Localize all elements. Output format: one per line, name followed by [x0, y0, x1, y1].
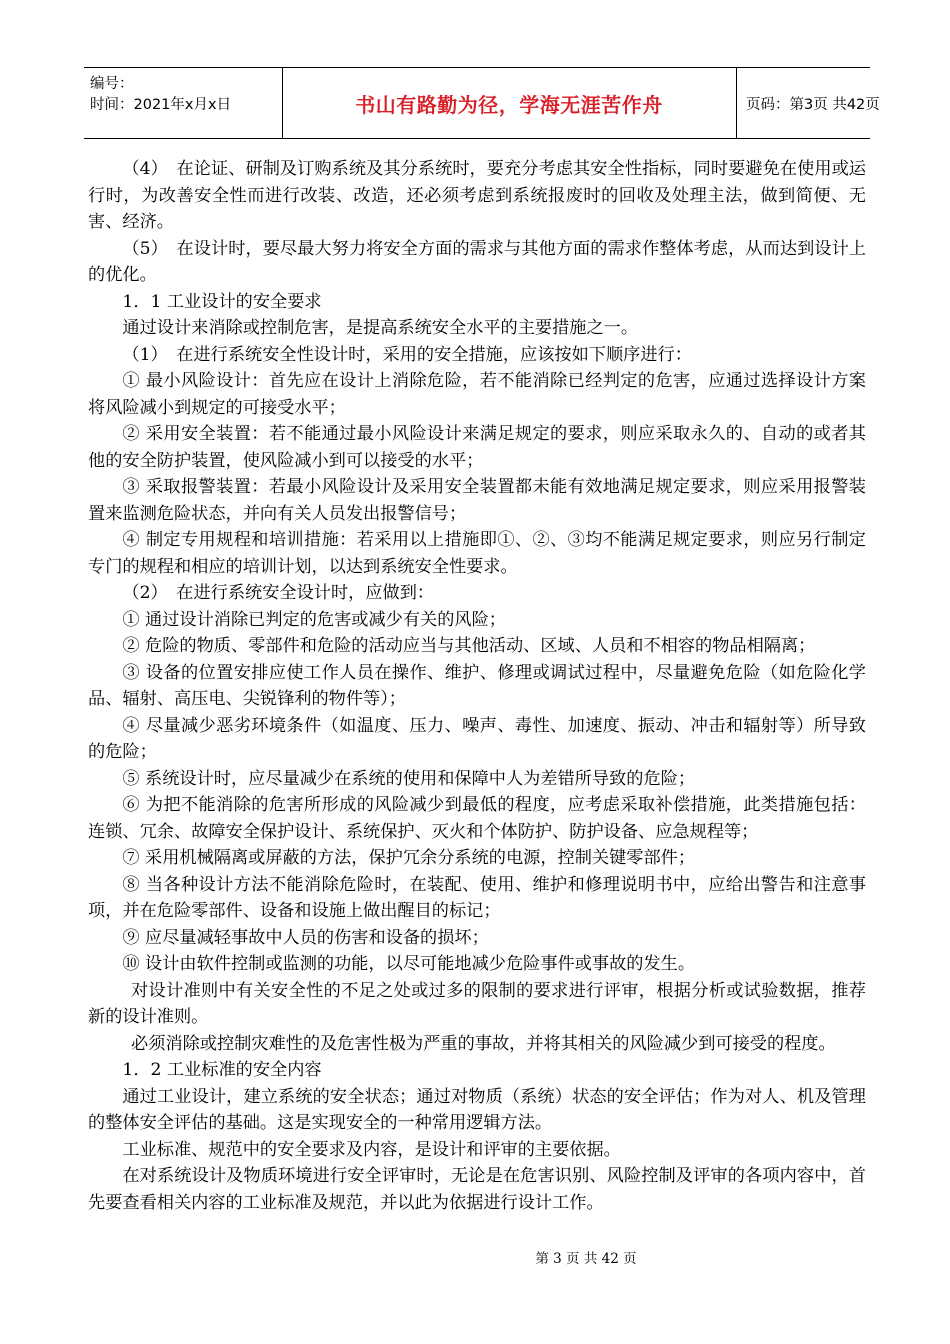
list-item: ⑦ 采用机械隔离或屏蔽的方法，保护冗余分系统的电源，控制关键零部件；: [122, 848, 696, 868]
list-item: ⑤ 系统设计时，应尽量减少在系统的使用和保障中人为差错所导致的危险；: [122, 768, 696, 789]
paragraph: 必须消除或控制灾难性的及危害性极为严重的事故，并将其相关的风险减少到可接受的程度。: [131, 1033, 836, 1054]
header-motto: 书山有路勤为径，学海无涯苦作舟: [355, 92, 663, 117]
header-motto-cell: [282, 68, 737, 138]
paragraph: （2） 在进行系统安全设计时，应做到：: [122, 583, 435, 603]
list-item: ⑨ 应尽量减轻事故中人员的伤害和设备的损坏；: [122, 927, 489, 948]
list-item: ⑥ 为把不能消除的危害所形成的风险减少到最低的程度，应考虑采取补偿措施，此类措施包括：连锁、冗余、故障安全保护设计、系统保护、灭火和个体防护、防护设备、应急规程等；: [88, 795, 866, 842]
paragraph-5: （5） 在设计时，要尽最大努力将安全方面的需求与其他方面的需求作整体考虑，从而达到设计上的优化。: [88, 238, 866, 285]
document-code-label: 编号：: [90, 76, 134, 92]
paragraph: 通过工业设计，建立系统的安全状态；通过对物质（系统）状态的安全评估；作为对人、机及管理的整体安全评估的基础。这是实现安全的一种常用逻辑方法。: [88, 1086, 866, 1133]
list-item: ② 采用安全装置：若不能通过最小风险设计来满足规定的要求，则应采取永久的、自动的或者其他的安全防护装置，使风险减小到可以接受的水平；: [88, 424, 866, 471]
section-heading-1-2: 1．2 工业标准的安全内容: [122, 1060, 322, 1080]
header-page-code: 页码：第3页 共42页: [746, 96, 880, 113]
list-item: ③ 采取报警装置：若最小风险设计及采用安全装置都未能有效地满足规定要求，则应采用报警装置来监测危险状态，并向有关人员发出报警信号；: [88, 477, 866, 524]
paragraph: 通过设计来消除或控制危害，是提高系统安全水平的主要措施之一。: [122, 318, 639, 338]
paragraph: （1） 在进行系统安全性设计时，采用的安全措施，应该按如下顺序进行：: [122, 344, 692, 365]
header-page-cell: [736, 68, 880, 138]
list-item: ⑩ 设计由软件控制或监测的功能，以尽可能地减少危险事件或事故的发生。: [122, 954, 696, 974]
list-item: ② 危险的物质、零部件和危险的活动应当与其他活动、区域、人员和不相容的物品相隔离；: [122, 636, 816, 656]
section-heading-1-1: 1．1 工业设计的安全要求: [122, 291, 322, 312]
paragraph: 在对系统设计及物质环境进行安全评审时，无论是在危害识别、风险控制及评审的各项内容中，首先要查看相关内容的工业标准及规范，并以此为依据进行设计工作。: [88, 1166, 866, 1213]
list-item: ③ 设备的位置安排应使工作人员在操作、维护、修理或调试过程中，尽量避免危险（如危险化学品、辐射、高压电、尖锐锋利的物件等）；: [88, 662, 866, 709]
paragraph-4: （4） 在论证、研制及订购系统及其分系统时，要充分考虑其安全性指标，同时要避免在使用或运行时，为改善安全性而进行改装、改造，还必须考虑到系统报废时的回收及处理主法，做到简便、无害、经济。: [88, 159, 866, 232]
list-item: ④ 制定专用规程和培训措施：若采用以上措施即①、②、③均不能满足规定要求，则应另行制定专门的规程和相应的培训计划，以达到系统安全性要求。: [88, 530, 866, 577]
document-body: [88, 156, 866, 1216]
list-item: ① 通过设计消除已判定的危害或减少有关的风险；: [122, 609, 506, 630]
document-date: 时间：2021年x月x日: [90, 97, 232, 113]
paragraph: 工业标准、规范中的安全要求及内容，是设计和评审的主要依据。: [122, 1139, 621, 1160]
paragraph: 对设计准则中有关安全性的不足之处或过多的限制的要求进行评审，根据分析或试验数据，推荐新的设计准则。: [88, 980, 866, 1027]
list-item: ⑧ 当各种设计方法不能消除危险时，在装配、使用、维护和修理说明书中，应给出警告和注意事项，并在危险零部件、设备和设施上做出醒目的标记；: [88, 874, 866, 921]
list-item: ① 最小风险设计：首先应在设计上消除危险，若不能消除已经判定的危害，应通过选择设计方案将风险减小到规定的可接受水平；: [88, 371, 866, 418]
page-header: [84, 67, 880, 139]
list-item: ④ 尽量减少恶劣环境条件（如温度、压力、噪声、毒性、加速度、振动、冲击和辐射等）所导致的危险；: [88, 715, 866, 762]
header-left-cell: [84, 68, 283, 138]
page-footer: 第 3 页 共 42 页: [535, 1251, 637, 1267]
